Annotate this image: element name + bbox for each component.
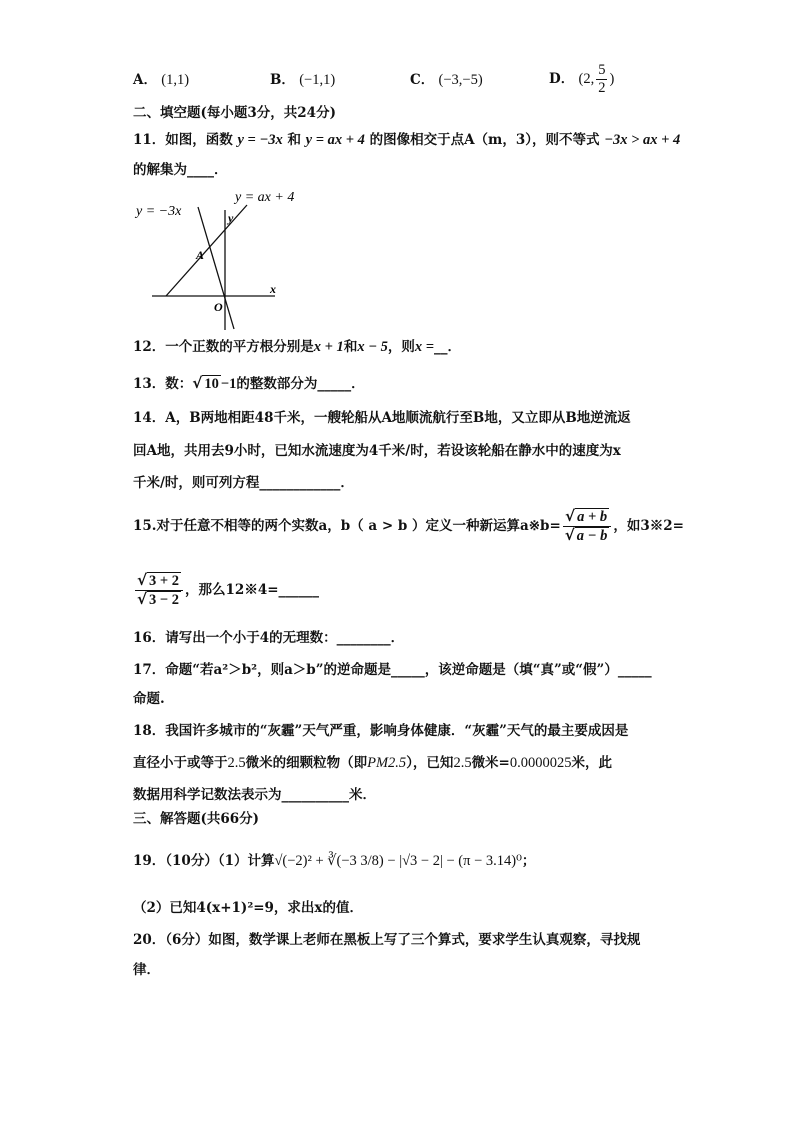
calc-expression: √(−2)² + ∛(−3 3/8) − |√3 − 2| − (π − 3.14)⁰ [274, 853, 522, 869]
question-14-line3: 千米/时，则可列方程____________． [133, 475, 354, 491]
sqrt-icon: √ [192, 374, 203, 392]
label-point-a: A [196, 248, 205, 262]
question-13: 13．数：√ 10 −1的整数部分为_____． [133, 374, 365, 392]
question-15-line1: 15.对于任意不相等的两个实数a，b（ a > b ）定义一种新运算a※b= $\frac{√ a + b}{√ a - b}$ ，如3※2= [133, 507, 684, 544]
label-y-axis: y [228, 211, 234, 225]
question-19-line1: 19．（10分）（1）计算√(−2)² + ∛(−3 3/8) − |√3 − 2| − (π − 3.14)⁰； [133, 853, 536, 869]
fraction-five-halves: $\frac{5}{2}$ [598, 62, 606, 96]
question-11-line2: 的解集为____． [133, 162, 228, 178]
question-14-line2: 回A地，共用去9小时，已知水流速度为4千米/时，若设该轮船在静水中的速度为x [133, 443, 621, 459]
label-line-neg3x: y = −3x [136, 204, 182, 219]
question-16: 16．请写出一个小于4的无理数：________． [133, 630, 405, 646]
question-11: 11．如图，函数 y = −3x 和 y = ax + 4 的图像相交于点A（m，3），则不等式 −3x > ax + 4 [133, 132, 681, 148]
question-19-line2: （2）已知4(x+1)²=9，求出x的值． [133, 900, 363, 916]
label-line-ax4: y = ax + 4 [235, 190, 295, 205]
question-20-line2: 律． [133, 962, 160, 978]
question-17-line1: 17．命题“若a²＞b²，则a＞b”的逆命题是_____，该逆命题是（填“真”或“假”）_____ [133, 662, 652, 678]
question-17-line2: 命题. [133, 691, 165, 707]
question-18-line1: 18．我国许多城市的“灰霾”天气严重，影响身体健康．“灰霾”天气的最主要成因是 [133, 723, 629, 739]
label-origin: O [214, 300, 223, 314]
question-15-line2: $\frac{√ 3 + 2}{√ 3 - 2}$ ，那么12※4=______ [137, 571, 320, 608]
question-20-line1: 20．（6分）如图，数学课上老师在黑板上写了三个算式，要求学生认真观察，寻找规 [133, 932, 641, 948]
fraction-sqrt-ab: $\frac{√ a + b}{√ a - b}$ [563, 508, 612, 545]
section-answer-title: 三、解答题(共66分) [133, 811, 260, 827]
option-b: B． (−1,1) [270, 72, 336, 88]
option-d: D． (2, $\frac{5}{2}$ ) [549, 62, 615, 96]
fraction-sqrt-example: $\frac{√ 3 + 2}{√ 3 - 2}$ [135, 572, 183, 609]
section-fill-in-title: 二、填空题(每小题3分，共24分) [133, 105, 336, 121]
label-x-axis: x [270, 282, 276, 296]
option-c: C． (−3,−5) [410, 72, 483, 88]
question-12: 12．一个正数的平方根分别是x + 1和x − 5，则x =__． [133, 339, 461, 355]
question-14-line1: 14．A，B两地相距48千米，一艘轮船从A地顺流航行至B地，又立即从B地逆流返 [133, 410, 631, 426]
function-graph [130, 185, 310, 335]
question-18-line2: 直径小于或等于2.5微米的细颗粒物（即PM2.5），已知2.5微米=0.0000025米，此 [133, 755, 612, 771]
option-a: A． (1,1) [133, 72, 190, 88]
question-18-line3: 数据用科学记数法表示为__________米． [133, 787, 376, 803]
